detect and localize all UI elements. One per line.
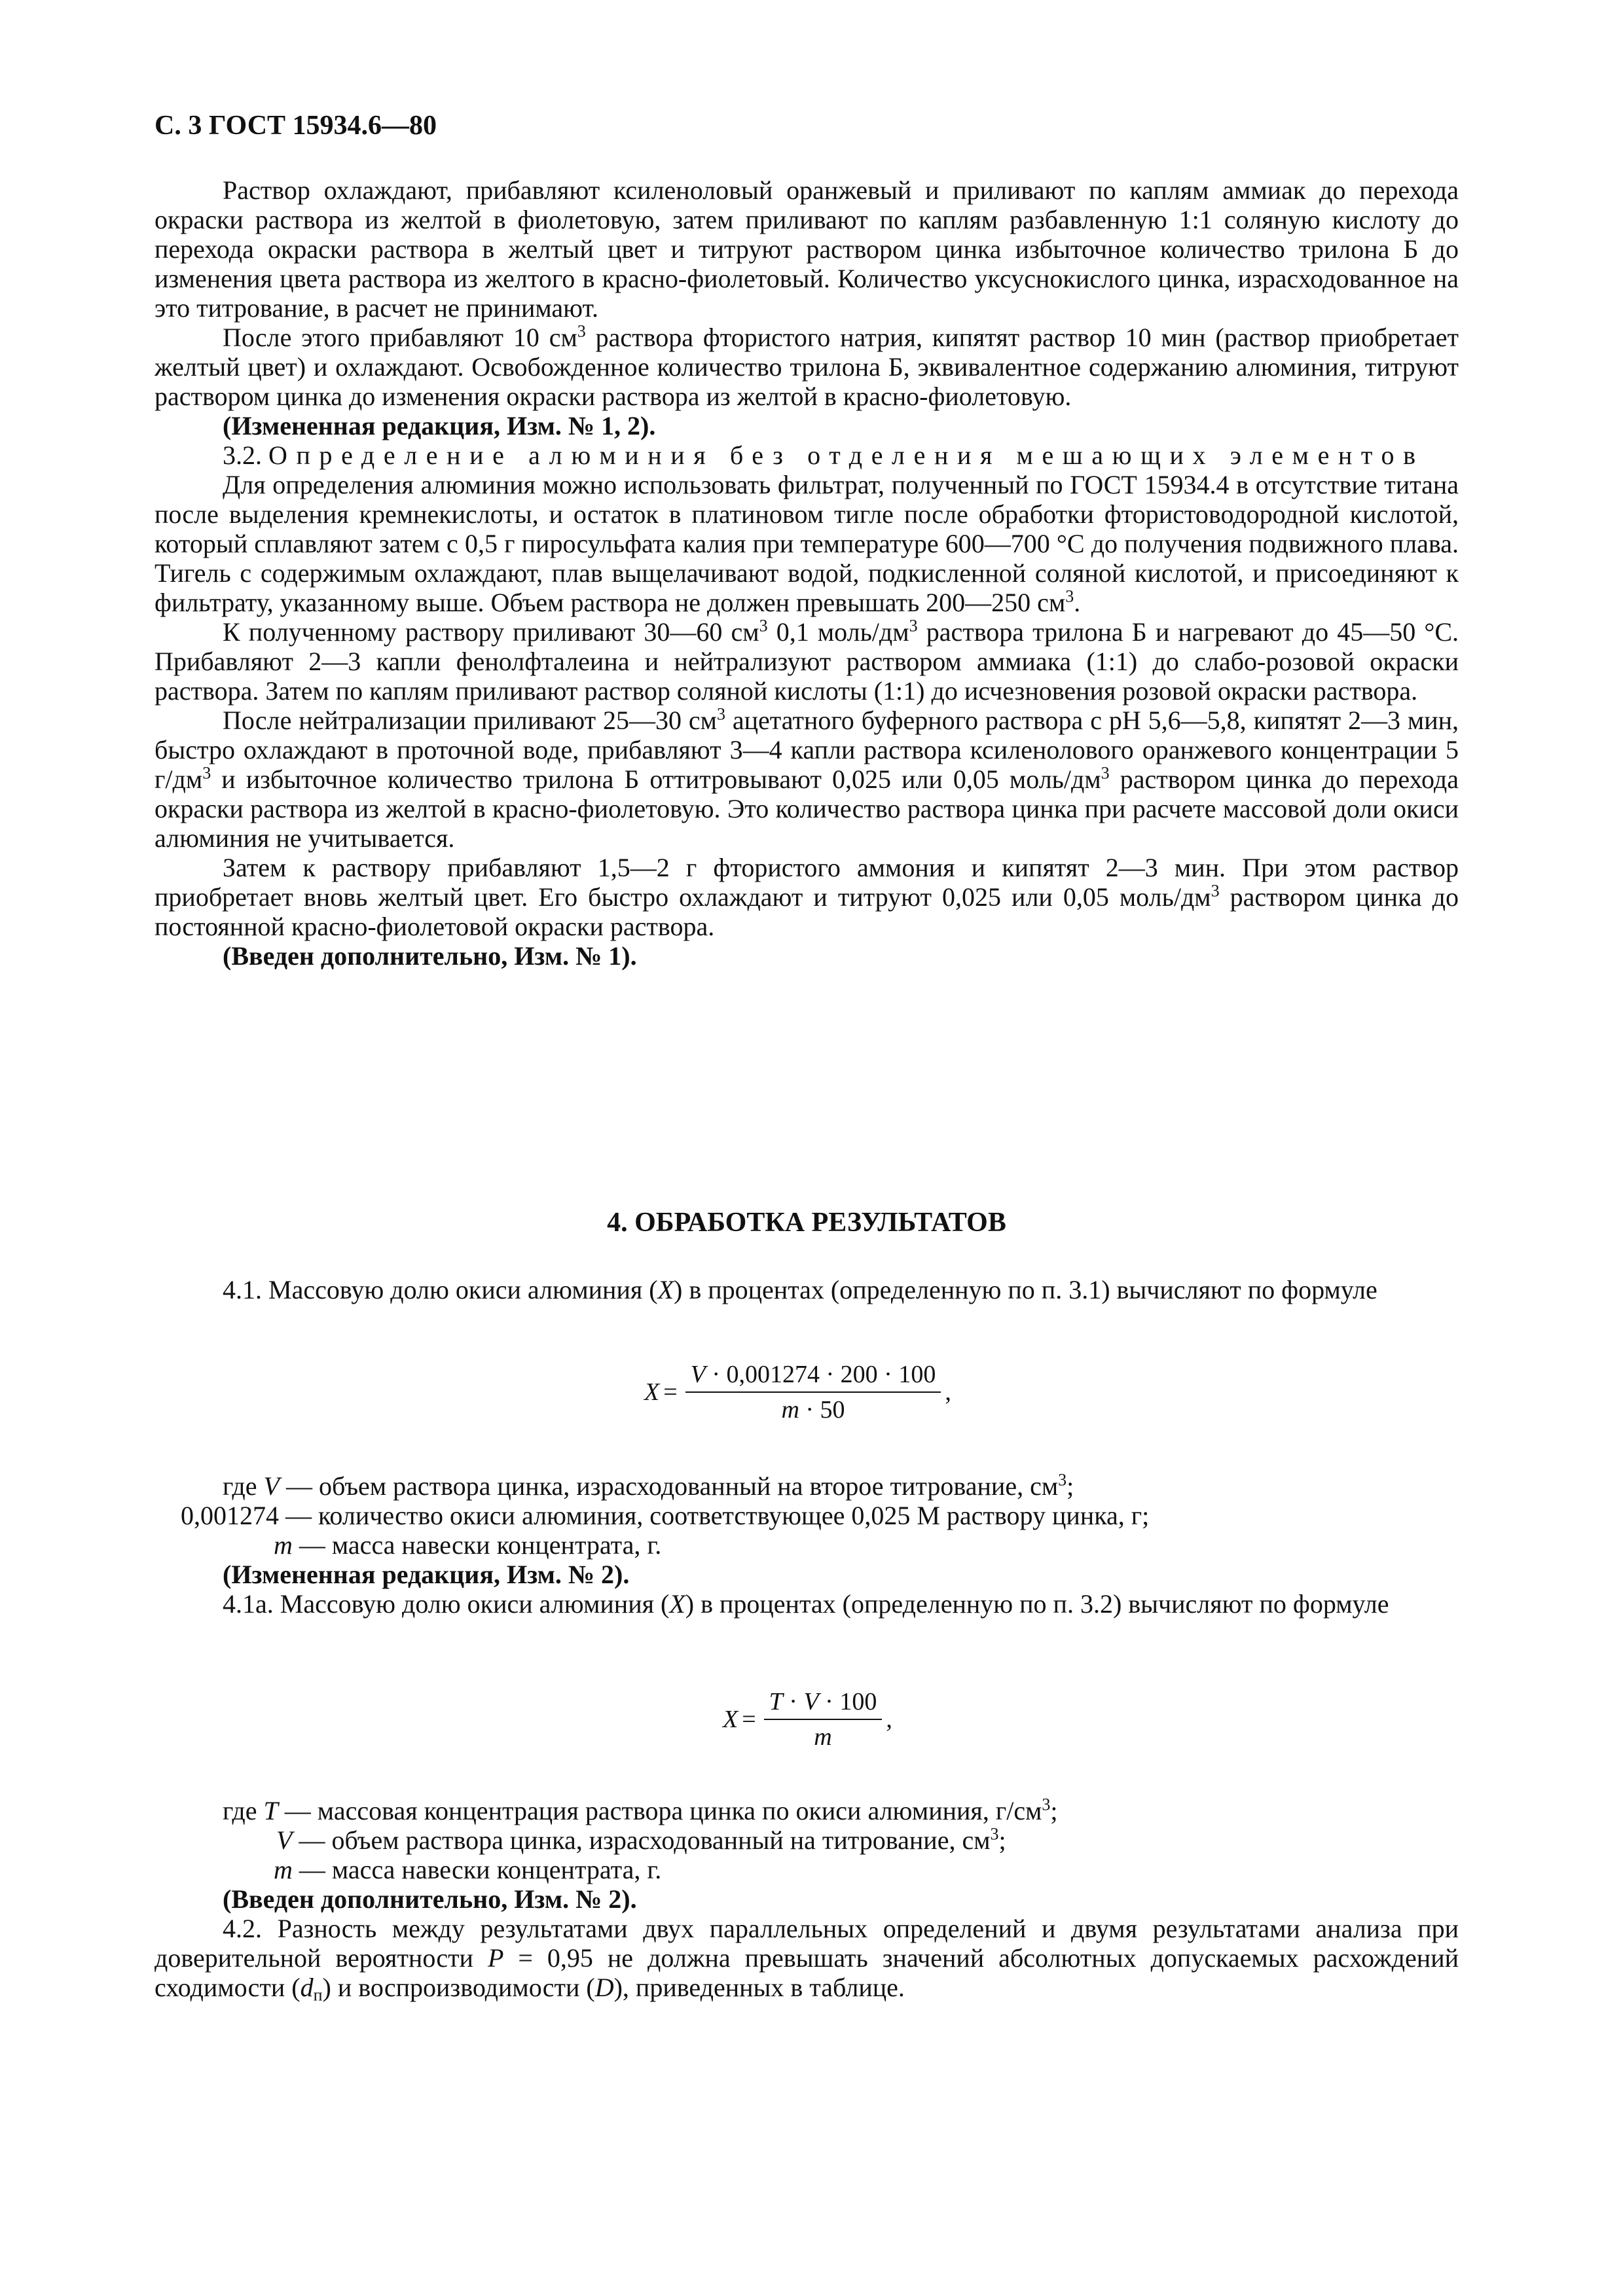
paragraph-text: Затем к раствору прибавляют 1,5—2 г фтористого аммония и кипятят 2—3 мин. При этом раствор приобретает вновь желтый цвет. Его быстро охлаждают и титруют 0,025 или 0,05 моль/дм — [155, 853, 1459, 912]
superscript: 3 — [1211, 881, 1220, 901]
legend-text: ; — [998, 1825, 1006, 1855]
paragraph-text: . — [1074, 588, 1081, 617]
fraction — [764, 1687, 883, 1751]
paragraph-text: раствора фтористого натрия, кипятят раствор 10 мин (раствор приобретает желтый цвет) и охлаждают. Освобожденное количество трилона Б, эквивалентное содержанию алюминия, титруют раствором цинка до изменения окраски раствора из желтой в красно-фиолетовую. — [155, 323, 1459, 411]
paragraph-text: 4.2. Разность между результатами двух параллельных определений и двумя результатами анализа при доверительной вероятности — [155, 1914, 1459, 1973]
legend-text: ; — [1067, 1471, 1074, 1501]
equals-sign: = — [742, 1705, 756, 1733]
paragraph-text: К полученному раствору приливают 30—60 см — [223, 617, 759, 647]
legend-text: — объем раствора цинка, израсходованный на второе титрование, см — [279, 1471, 1059, 1501]
formula-lhs: X — [723, 1705, 739, 1733]
numerator — [764, 1687, 883, 1720]
paragraph-text: ) в процентах (определенную по п. 3.2) вычисляют по формуле — [685, 1589, 1389, 1619]
variable: V — [690, 1361, 706, 1388]
paragraph-text: = 0,95 не должна превышать значений абсолютных допускаемых расхождений сходимости ( — [155, 1943, 1459, 2002]
amendment-note: (Измененная редакция, Изм. № 2). — [223, 1560, 630, 1589]
superscript: 3 — [716, 704, 725, 724]
superscript: 3 — [1042, 1795, 1051, 1814]
legend-text: — массовая концентрация раствора цинка по окиси алюминия, г/см — [278, 1796, 1042, 1825]
numerator-text: · — [782, 1688, 804, 1715]
variable: X — [669, 1589, 685, 1619]
paragraph-text: После нейтрализации приливают 25—30 см — [223, 706, 717, 735]
amendment-note: (Измененная редакция, Изм. № 1, 2). — [223, 411, 656, 440]
legend-text: — масса навески концентрата, г. — [292, 1530, 662, 1560]
paragraph — [155, 617, 1459, 706]
legend-text: где — [223, 1796, 264, 1825]
legend-text: где — [223, 1471, 264, 1501]
variable: m — [274, 1530, 293, 1560]
subsection-title: Определение алюминия без отделения мешающих элементов — [268, 440, 1425, 470]
denominator — [814, 1720, 831, 1751]
subsection-heading-3-2 — [155, 440, 1459, 470]
superscript: 3 — [202, 763, 211, 783]
denominator-text: · 50 — [799, 1396, 845, 1424]
formula-1 — [644, 1360, 951, 1424]
paragraph-text: 4.1а. Массовую долю окиси алюминия ( — [223, 1589, 670, 1619]
clause-4-1 — [155, 1275, 1459, 1304]
paragraph-text: Для определения алюминия можно использовать фильтрат, полученный по ГОСТ 15934.4 в отсутствие титана после выделения кремнекислоты, и остаток в платиновом тигле после обработки фтористоводородной кислотой, который сплавляют затем с 0,5 г пиросульфата калия при температуре 600—700 °С до получения подвижного плава. Тигель с содержимым охлаждают, плав выщелачивают водой, подкисленной соляной кислотой, и присоединяют к фильтрату, указанному выше. Объем раствора не должен превышать 200—250 см — [155, 470, 1459, 617]
paragraph-text: 4.1. Массовую долю окиси алюминия ( — [223, 1275, 658, 1304]
variable: m — [814, 1723, 832, 1751]
paragraph — [155, 853, 1459, 941]
formula-comma: , — [945, 1378, 951, 1406]
fraction — [685, 1360, 941, 1424]
paragraph-text: После этого прибавляют 10 см — [223, 323, 577, 352]
paragraph-text: раствором цинка до постоянной красно-фиолетовой окраски раствора. — [155, 882, 1459, 941]
variable: T — [769, 1688, 783, 1715]
paragraph — [155, 470, 1459, 617]
formula-1-legend — [155, 1471, 1459, 1619]
superscript: 3 — [1065, 586, 1074, 606]
subscript: п — [313, 1985, 323, 2005]
denominator — [781, 1393, 845, 1424]
legend-line: 0,001274 — количество окиси алюминия, соответствующее 0,025 М раствору цинка, г; — [181, 1501, 1150, 1530]
paragraph-text: ), приведенных в таблице. — [613, 1973, 905, 2002]
numerator — [685, 1360, 941, 1393]
legend-text: — масса навески концентрата, г. — [292, 1855, 662, 1884]
page-header: С. 3 ГОСТ 15934.6—80 — [155, 111, 437, 141]
numerator-text: · 0,001274 · 200 · 100 — [705, 1361, 936, 1388]
variable: m — [781, 1396, 799, 1424]
paragraph — [155, 323, 1459, 411]
numerator-text: · 100 — [818, 1688, 877, 1715]
paragraph-text: ) в процентах (определенную по п. 3.1) вычисляют по формуле — [674, 1275, 1377, 1304]
section-3-continued — [155, 175, 1459, 971]
superscript: 3 — [1101, 763, 1110, 783]
paragraph — [155, 1275, 1459, 1304]
superscript: 3 — [577, 321, 586, 341]
formula-comma: , — [886, 1705, 892, 1733]
amendment-note: (Введен дополнительно, Изм. № 2). — [223, 1884, 637, 1914]
variable: d — [300, 1973, 314, 2002]
paragraph-text: ацетатного буферного раствора с pH 5,6—5,8, кипятят 2—3 мин, быстро охлаждают в проточной воде, прибавляют 3—4 капли раствора ксиленолового оранжевого концентрации 5 г/дм — [155, 706, 1459, 794]
formula-2-legend — [155, 1795, 1459, 2005]
formula-2 — [723, 1687, 892, 1751]
paragraph-text: и избыточное количество трилона Б оттитровывают 0,025 или 0,05 моль/дм — [211, 764, 1101, 794]
legend-line — [155, 1825, 1459, 1855]
variable: m — [274, 1855, 293, 1884]
amendment-note: (Введен дополнительно, Изм. № 1). — [223, 941, 637, 971]
paragraph-text: Раствор охлаждают, прибавляют ксиленоловый оранжевый и приливают по каплям аммиак до перехода окраски раствора из желтой в фиолетовую, затем приливают по каплям разбавленную 1:1 соляную кислоту до перехода окраски раствора в желтый цвет и титруют раствором цинка избыточное количество трилона Б до изменения цвета раствора из желтого в красно-фиолетовый. Количество уксуснокислого цинка, израсходованное на это титрование, в расчет не принимают. — [155, 175, 1459, 323]
variable: T — [263, 1796, 278, 1825]
variable: D — [594, 1973, 614, 2002]
superscript: 3 — [1058, 1470, 1067, 1490]
paragraph — [155, 1589, 1459, 1619]
superscript: 3 — [909, 616, 918, 636]
legend-line — [155, 1855, 1459, 1884]
formula-lhs: X — [644, 1378, 660, 1406]
variable: V — [276, 1825, 293, 1855]
paragraph — [155, 175, 1459, 323]
paragraph-text: раствором цинка до перехода окраски раствора из желтой в красно-фиолетовую. Это количество раствора цинка при расчете массовой доли окиси алюминия не учитывается. — [155, 764, 1459, 853]
subsection-number: 3.2. — [223, 440, 262, 470]
superscript: 3 — [990, 1824, 999, 1844]
paragraph-text: раствора трилона Б и нагревают до 45—50 °С. Прибавляют 2—3 капли фенолфталеина и нейтрализуют раствором аммиака (1:1) до слабо-розовой окраски раствора. Затем по каплям приливают раствор соляной кислоты (1:1) до исчезновения розовой окраски раствора. — [155, 617, 1459, 706]
section-4-title: 4. ОБРАБОТКА РЕЗУЛЬТАТОВ — [607, 1208, 1006, 1238]
equals-sign: = — [663, 1378, 678, 1406]
legend-line — [155, 1471, 1459, 1501]
paragraph — [155, 706, 1459, 853]
variable: V — [263, 1471, 280, 1501]
variable: X — [657, 1275, 674, 1304]
legend-line — [155, 1530, 1459, 1560]
superscript: 3 — [759, 616, 768, 636]
paragraph — [155, 1914, 1459, 2005]
variable: V — [803, 1688, 819, 1715]
paragraph-text: ) и воспроизводимости ( — [322, 1973, 595, 2002]
legend-text: ; — [1050, 1796, 1058, 1825]
paragraph-text: 0,1 моль/дм — [767, 617, 909, 647]
legend-line — [155, 1796, 1459, 1825]
variable: P — [487, 1943, 504, 1973]
legend-text: — объем раствора цинка, израсходованный на титрование, см — [292, 1825, 991, 1855]
